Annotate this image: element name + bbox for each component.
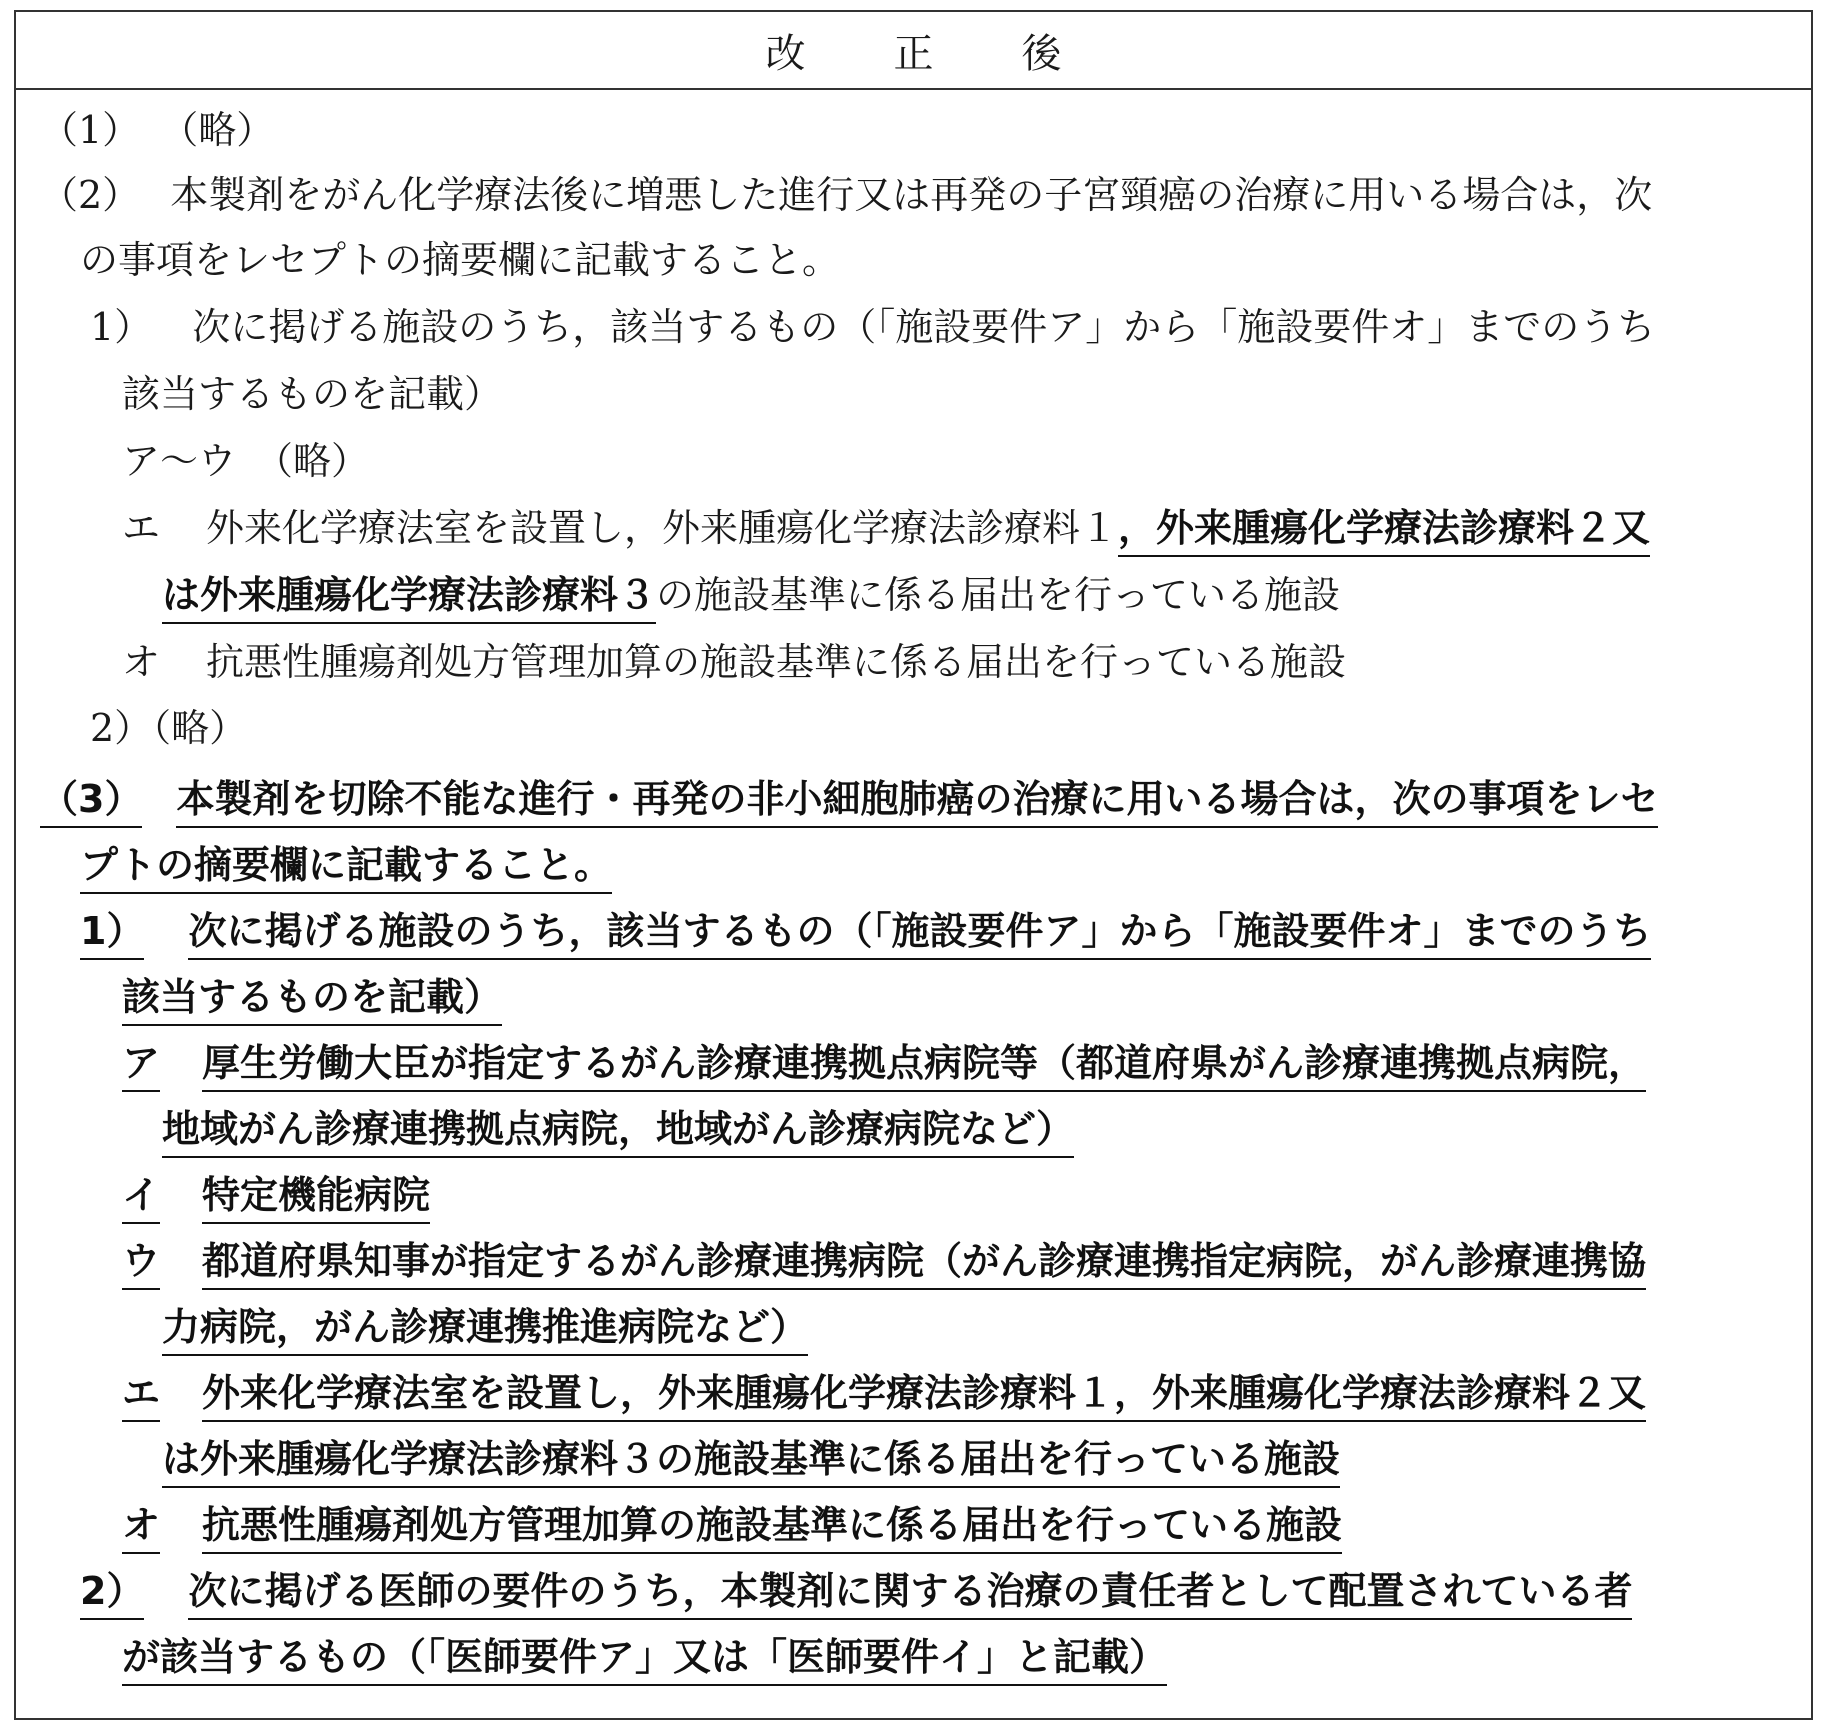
section-3-u-text-2: 力病院，がん診療連携推進病院など） <box>162 1302 808 1356</box>
section-3-i <box>122 1170 430 1220</box>
section-2-item-1-line-2 <box>122 369 502 419</box>
section-2-e-text-plain: 外来化学療法室を設置し，外来腫瘍化学療法診療料１ <box>206 506 1119 550</box>
section-2-a-to-u-text: ア～ウ （略） <box>122 439 370 483</box>
section-2-item-2 <box>90 703 247 753</box>
section-3-item-2-line-2 <box>122 1632 1167 1682</box>
section-3-u-text-1: 都道府県知事が指定するがん診療連携病院（がん診療連携指定病院，がん診療連携協 <box>202 1236 1646 1290</box>
section-2-e-label: エ <box>122 506 161 550</box>
section-2-o <box>122 637 1346 687</box>
section-3-item-2-number: 2） <box>80 1566 144 1620</box>
section-3-e-line-1 <box>122 1368 1646 1418</box>
section-3-e-line-2 <box>162 1434 1340 1484</box>
section-3-text-1: 本製剤を切除不能な進行・再発の非小細胞肺癌の治療に用いる場合は，次の事項をレセ <box>176 774 1658 828</box>
section-3-u-line-1 <box>122 1236 1646 1286</box>
section-2-e-text-amended: ，外来腫瘍化学療法診療料２又 <box>1118 503 1650 557</box>
section-3-item-1-line-2 <box>122 972 502 1022</box>
section-3-item-1-line-1 <box>80 906 1651 956</box>
section-3-u-label: ウ <box>122 1236 160 1290</box>
section-2-text-2: の事項をレセプトの摘要欄に記載すること。 <box>80 238 841 282</box>
section-1-text: （略） <box>160 108 275 152</box>
section-2-e-text-amended-2: は外来腫瘍化学療法診療料３ <box>162 570 656 624</box>
section-3-u-line-2 <box>162 1302 808 1352</box>
section-3-o-text: 抗悪性腫瘍剤処方管理加算の施設基準に係る届出を行っている施設 <box>202 1500 1342 1554</box>
section-2-o-text: 抗悪性腫瘍剤処方管理加算の施設基準に係る届出を行っている施設 <box>206 640 1347 684</box>
section-2-number: （2） <box>40 173 141 217</box>
section-2-e-line-1 <box>122 503 1650 553</box>
section-3-a-label: ア <box>122 1038 160 1092</box>
section-2-line-2 <box>80 235 840 285</box>
section-3-a-text-1: 厚生労働大臣が指定するがん診療連携拠点病院等（都道府県がん診療連携拠点病院， <box>202 1038 1646 1092</box>
section-3-item-2-line-1 <box>80 1566 1632 1616</box>
section-3-text-2: プトの摘要欄に記載すること。 <box>80 840 612 894</box>
section-3-o-label: オ <box>122 1500 160 1554</box>
section-3-e-text-1: 外来化学療法室を設置し，外来腫瘍化学療法診療料１，外来腫瘍化学療法診療料２又 <box>202 1368 1646 1422</box>
section-1 <box>40 105 274 155</box>
section-3-line-2 <box>80 840 612 890</box>
section-3-item-1-text-2: 該当するものを記載） <box>122 972 502 1026</box>
section-2-item-1-text-1: 次に掲げる施設のうち，該当するもの（「施設要件ア」から「施設要件オ」までのうち <box>192 305 1656 349</box>
section-3-i-label: イ <box>122 1170 160 1224</box>
section-2-item-1-text-2: 該当するものを記載） <box>122 372 503 416</box>
section-3-item-1-number: 1） <box>80 906 144 960</box>
section-2-item-2-text: 2）（略） <box>90 706 248 750</box>
section-3-a-text-2: 地域がん診療連携拠点病院，地域がん診療病院など） <box>162 1104 1074 1158</box>
section-3-i-text: 特定機能病院 <box>202 1170 430 1224</box>
header-title: 改 正 後 <box>765 30 1086 77</box>
section-3-e-label: エ <box>122 1368 160 1422</box>
section-2-item-1-number: 1） <box>90 305 153 349</box>
section-3-a-line-1 <box>122 1038 1646 1088</box>
section-3-o <box>122 1500 1342 1550</box>
section-1-number: （1） <box>40 108 141 152</box>
section-2-e-text-plain-2: の施設基準に係る届出を行っている施設 <box>656 573 1341 617</box>
section-2-o-label: オ <box>122 640 161 684</box>
section-3-item-2-text-2: が該当するもの（「医師要件ア」又は「医師要件イ」と記載） <box>122 1632 1167 1686</box>
section-3-a-line-2 <box>162 1104 1074 1154</box>
section-3-e-text-2: は外来腫瘍化学療法診療料３の施設基準に係る届出を行っている施設 <box>162 1434 1340 1488</box>
section-3-item-1-text-1: 次に掲げる施設のうち，該当するもの（「施設要件ア」から「施設要件オ」までのうち <box>188 906 1651 960</box>
column-header <box>16 12 1811 90</box>
section-3-line-1 <box>40 774 1658 824</box>
section-2-item-1-line-1 <box>90 302 1655 352</box>
section-3-number: （3） <box>40 774 142 828</box>
section-2-a-to-u <box>122 436 369 486</box>
section-3-item-2-text-1: 次に掲げる医師の要件のうち，本製剤に関する治療の責任者として配置されている者 <box>188 1566 1632 1620</box>
section-2-line-1 <box>40 170 1652 220</box>
section-2-text-1: 本製剤をがん化学療法後に増悪した進行又は再発の子宮頸癌の治療に用いる場合は，次 <box>170 173 1653 217</box>
section-2-e-line-2 <box>162 570 1340 620</box>
